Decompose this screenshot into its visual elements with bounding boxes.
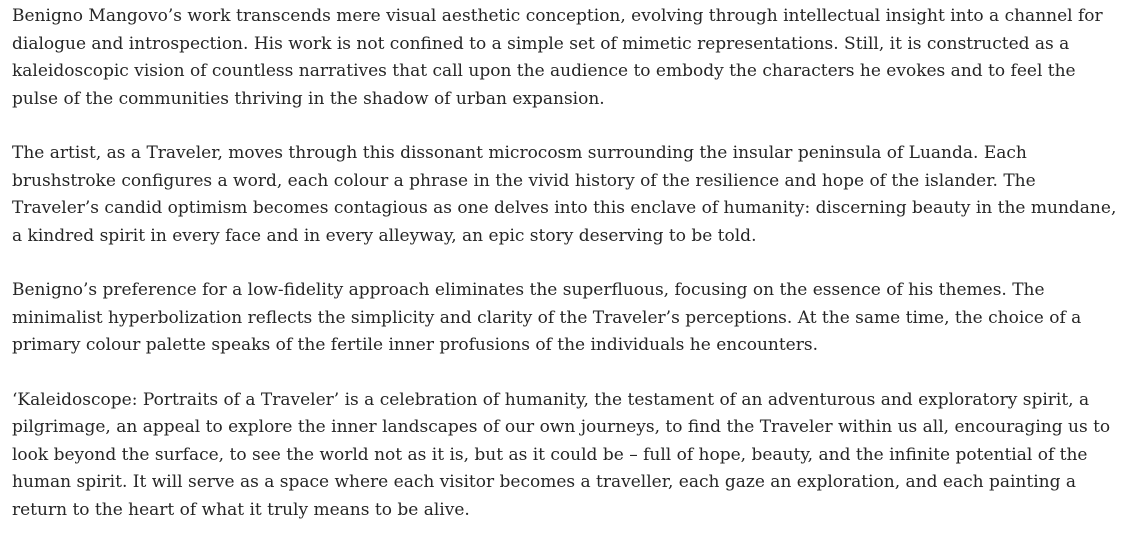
paragraph-approach: Benigno’s preference for a low-fidelity approach eliminates the superfluous, focusing on the essence of his themes. The minimalist hyperbolization reflects the simplicity and clarity of the Traveler’s perceptions. At the same time, the choice of a primary colour palette speaks of the fertile inner profusions of the individuals he encounters. bbox=[12, 280, 1082, 355]
paragraph-kaleidoscope: ‘Kaleidoscope: Portraits of a Traveler’ is a celebration of humanity, the testament of an adventurous and exploratory spirit, a pilgrimage, an appeal to explore the inner landscapes of our own journeys, to find the Traveler within us all, encouraging us to look beyond the surface, to see the world not as it is, but as it could be – full of hope, beauty, and the infinite potential of the human spirit. It will serve as a space where each visitor becomes a traveller, each gaze an exploration, and each painting a return to the heart of what it truly means to be alive. bbox=[12, 389, 1111, 520]
paragraph-intro: Benigno Mangovo’s work transcends mere visual aesthetic conception, evolving through intellectual insight into a channel for dialogue and introspection. His work is not confined to a simple set of mimetic representations. Still, it is constructed as a kaleidoscopic vision of countless narratives that call upon the audience to embody the characters he evokes and to feel the pulse of the communities thriving in the shadow of urban expansion. bbox=[12, 6, 1103, 109]
paragraph-traveler: The artist, as a Traveler, moves through this dissonant microcosm surrounding the insular peninsula of Luanda. Each brushstroke configures a word, each colour a phrase in the vivid history of the resilience and hope of the islander. The Traveler’s candid optimism becomes contagious as one delves into this enclave of humanity: discerning beauty in the mundane, a kindred spirit in every face and in every alleyway, an epic story deserving to be told. bbox=[12, 143, 1117, 246]
